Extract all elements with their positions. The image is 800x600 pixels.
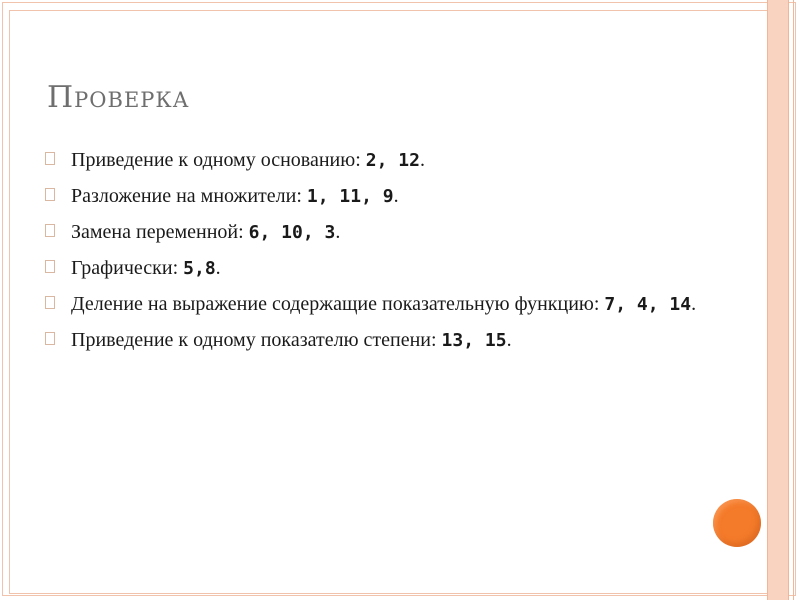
bullet-item (45, 147, 745, 174)
bullet-item (45, 327, 745, 354)
bullet-marker-icon (45, 332, 55, 345)
bullet-numbers: 7, 4, 14 (604, 294, 692, 315)
bullet-numbers: 1, 11, 9 (306, 186, 394, 207)
slide-title: Проверка (47, 80, 190, 115)
decorative-orange-dot (713, 499, 761, 547)
bullet-tail: . (506, 329, 512, 351)
bullet-text: Замена переменной: (71, 221, 249, 243)
bullet-marker-icon (45, 224, 55, 237)
bullet-tail: . (393, 185, 399, 207)
decorative-right-line (793, 0, 794, 600)
bullet-text: Приведение к одному показателю степени: (71, 329, 442, 351)
bullet-text: Графически: (71, 257, 184, 279)
bullet-text: Разложение на множители: (71, 185, 307, 207)
bullet-tail: . (419, 149, 425, 171)
bullet-marker-icon (45, 296, 55, 309)
bullet-marker-icon (45, 188, 55, 201)
bullet-item (45, 255, 745, 282)
bullet-item (45, 219, 745, 246)
bullet-marker-icon (45, 152, 55, 165)
bullet-tail: . (691, 293, 697, 315)
bullet-tail: . (215, 257, 221, 279)
bullet-item (45, 183, 745, 210)
bullet-list (45, 147, 745, 363)
bullet-tail: . (335, 221, 341, 243)
bullet-numbers: 5,8 (183, 258, 216, 279)
bullet-numbers: 2, 12 (365, 150, 420, 171)
bullet-text: Деление на выражение содержащие показательную функцию: (71, 293, 605, 315)
bullet-numbers: 13, 15 (441, 330, 507, 351)
decorative-right-band (767, 0, 789, 600)
bullet-numbers: 6, 10, 3 (248, 222, 336, 243)
bullet-text: Приведение к одному основанию: (71, 149, 366, 171)
bullet-marker-icon (45, 260, 55, 273)
bullet-item (45, 291, 745, 318)
